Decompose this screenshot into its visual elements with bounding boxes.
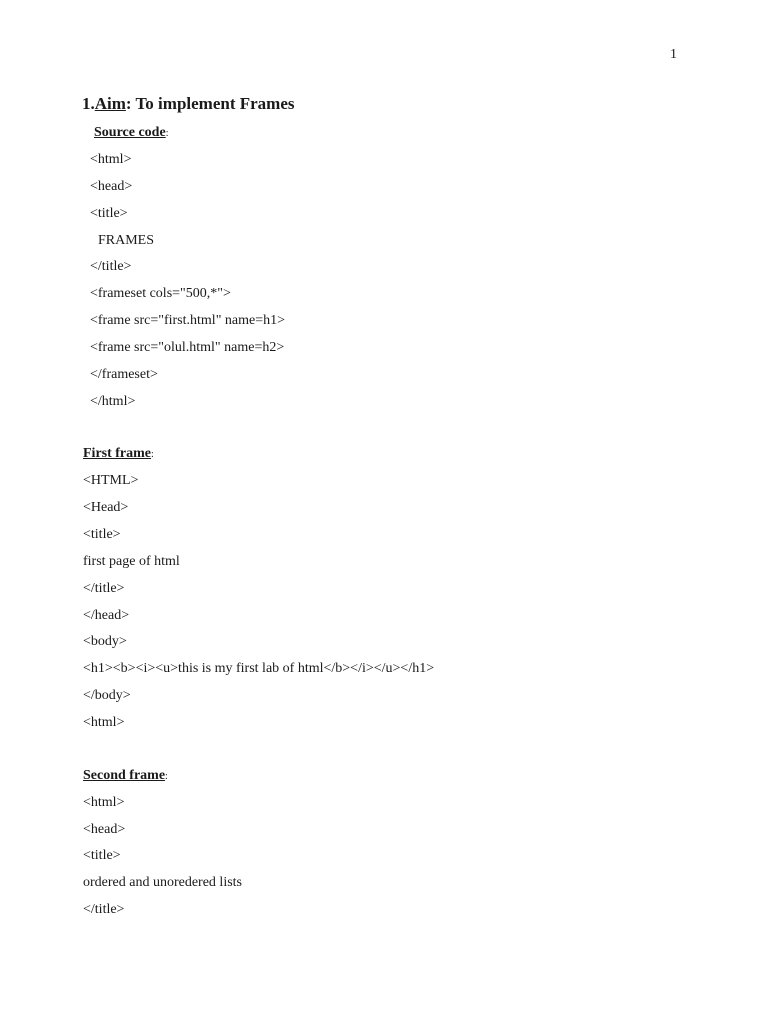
aim-text: : To implement Frames [125, 94, 295, 113]
first-frame-line: <HTML> [83, 473, 139, 488]
first-frame-line: <html> [83, 715, 125, 730]
source-code-line: <frame src="first.html" name=h1> [90, 313, 286, 328]
source-code-heading-label: Source code [94, 125, 166, 140]
aim-label: Aim [94, 94, 126, 113]
second-frame-line: <head> [83, 822, 126, 837]
source-code-line: <frameset cols="500,*"> [90, 286, 231, 301]
first-frame-line: </head> [83, 608, 130, 623]
source-code-line: <html> [90, 152, 132, 167]
source-code-line: <frame src="olul.html" name=h2> [90, 340, 285, 355]
source-code-line: </html> [90, 394, 136, 409]
second-frame-heading-colon: : [165, 771, 168, 782]
first-frame-line: </title> [83, 581, 125, 596]
page-number: 1 [670, 47, 677, 62]
aim-heading [82, 94, 295, 114]
source-code-line: </frameset> [90, 367, 158, 382]
first-frame-line: <Head> [83, 500, 129, 515]
second-frame-heading [83, 768, 168, 784]
first-frame-line: </body> [83, 688, 131, 703]
second-frame-line: </title> [83, 902, 125, 917]
first-frame-line: <body> [83, 634, 127, 649]
first-frame-line: first page of html [83, 554, 180, 569]
first-frame-heading [83, 446, 154, 462]
source-code-line: FRAMES [98, 233, 155, 248]
second-frame-line: ordered and unoredered lists [83, 875, 242, 890]
second-frame-line: <html> [83, 795, 125, 810]
first-frame-line: <h1><b><i><u>this is my first lab of html</b></i></u></h1> [83, 661, 435, 676]
first-frame-heading-label: First frame [83, 446, 152, 461]
second-frame-heading-label: Second frame [83, 768, 166, 783]
second-frame-line: <title> [83, 848, 121, 863]
source-code-heading-colon: : [165, 128, 169, 139]
source-code-line: <head> [90, 179, 133, 194]
first-frame-heading-colon: : [151, 449, 154, 460]
source-code-line: <title> [90, 206, 128, 221]
source-code-line: </title> [90, 259, 132, 274]
first-frame-line: <title> [83, 527, 121, 542]
aim-number: 1. [82, 94, 95, 113]
source-code-heading [94, 125, 168, 141]
